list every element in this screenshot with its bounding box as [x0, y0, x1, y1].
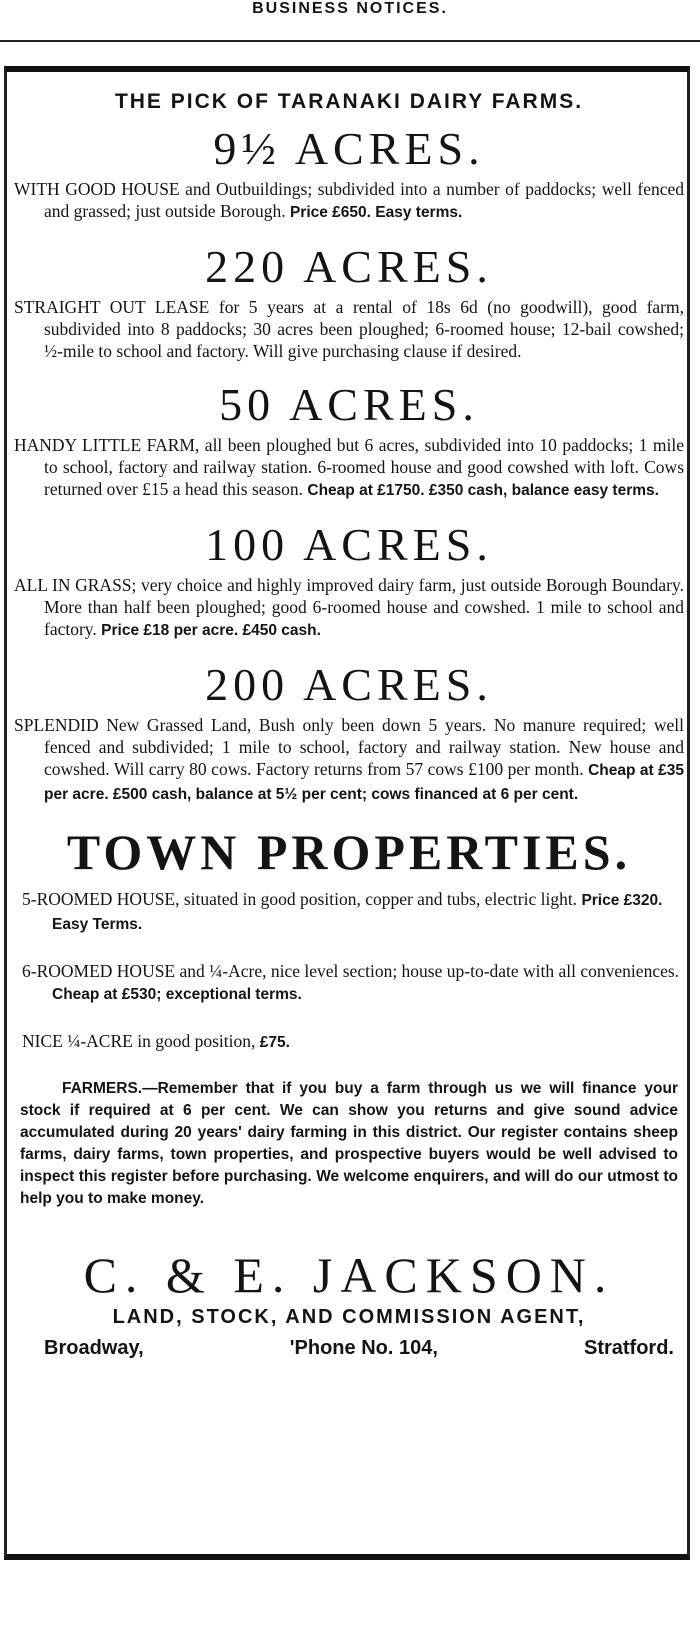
town-price: £75. — [259, 1034, 290, 1051]
town-price: Cheap at £530; exceptional terms. — [52, 986, 302, 1003]
town-price: Price £320. Easy Terms. — [52, 892, 663, 933]
town-properties-heading: TOWN PROPERTIES. — [66, 824, 632, 880]
advertisement-body — [14, 90, 684, 1360]
listing-text: STRAIGHT OUT LEASE for 5 years at a rental of 18s 6d (no goodwill), good farm, subdivided into 8 paddocks; 30 acres been ploughed; 6-roomed house; 12-bail cowshed; ½-mile to school and factory. Will give purchasing clause if desired. — [14, 297, 684, 361]
section-header: BUSINESS NOTICES. — [252, 0, 448, 17]
agent-title: LAND, STOCK, AND COMMISSION AGENT, — [112, 1306, 586, 1328]
listing-text: HANDY LITTLE FARM, all been ploughed but 6 acres, subdivided into 10 paddocks; 1 mile to school, factory and railway station. 6-roomed house and good cowshed with loft. Cows returned over £15 a head this season. Cheap at £1750. £350 cash, balance easy terms. — [14, 435, 684, 499]
listing — [14, 660, 684, 806]
address-line — [44, 1337, 674, 1360]
listing-price: Cheap at £1750. £350 cash, balance easy terms. — [307, 482, 659, 499]
listing-text: WITH GOOD HOUSE and Outbuildings; subdivided into a number of paddocks; well fenced and grassed; just outside Borough. Price £650. Easy terms. — [14, 179, 684, 221]
listing-heading: 100 ACRES. — [205, 519, 493, 570]
listing — [14, 520, 684, 642]
listing-price: Price £18 per acre. £450 cash. — [101, 622, 321, 639]
town-listing: NICE ¼-ACRE in good position, £75. — [22, 1031, 290, 1051]
address-town: Stratford. — [583, 1337, 674, 1359]
listing-text: SPLENDID New Grassed Land, Bush only been down 5 years. No manure required; well fenced and subdivided; 1 mile to school, factory and railway station. New house and cowshed. Will carry 80 cows. Factory returns from 57 cows £100 per month. Cheap at £35 per acre. £500 cash, balance at 5½ per cent; cows financed at 6 per cent. — [14, 715, 684, 803]
listing-price: Cheap at £35 per acre. £500 cash, balance at 5½ per cent; cows financed at 6 per cent. — [44, 762, 684, 803]
ad-title: THE PICK OF TARANAKI DAIRY FARMS. — [114, 90, 584, 113]
town-listing: 6-ROOMED HOUSE and ¼-Acre, nice level section; house up-to-date with all conveniences. Cheap at £530; exceptional terms. — [22, 961, 680, 1003]
address-phone: 'Phone No. 104, — [289, 1337, 438, 1359]
town-listing: 5-ROOMED HOUSE, situated in good position, copper and tubs, electric light. Price £320. Easy Terms. — [22, 889, 663, 933]
listing-heading: 200 ACRES. — [205, 659, 493, 710]
listing-text: ALL IN GRASS; very choice and highly improved dairy farm, just outside Borough Boundary. More than half been ploughed; good 6-roomed house and cowshed. 1 mile to school and factory. Price £18 per acre. £450 cash. — [14, 575, 684, 639]
farmers-notice: FARMERS.—Remember that if you buy a farm through us we will finance your stock if required at 6 per cent. We can show you returns and give sound advice accumulated during 20 years' dairy farming in this district. Our register contains sheep farms, dairy farms, town properties, and prospective buyers would be well advised to inspect this register before purchasing. We welcome enquirers, and will do our utmost to help you to make money. — [20, 1080, 678, 1207]
listing — [14, 124, 684, 224]
listing — [14, 380, 684, 502]
firm-name: C. & E. JACKSON. — [83, 1247, 615, 1303]
listing — [14, 242, 684, 362]
address-street: Broadway, — [44, 1337, 144, 1359]
listing-price: Price £650. Easy terms. — [289, 204, 463, 221]
listing-heading: 50 ACRES. — [219, 379, 479, 430]
listing-heading: 9½ ACRES. — [213, 123, 485, 174]
listing-heading: 220 ACRES. — [205, 241, 493, 292]
header-rule — [0, 40, 700, 42]
